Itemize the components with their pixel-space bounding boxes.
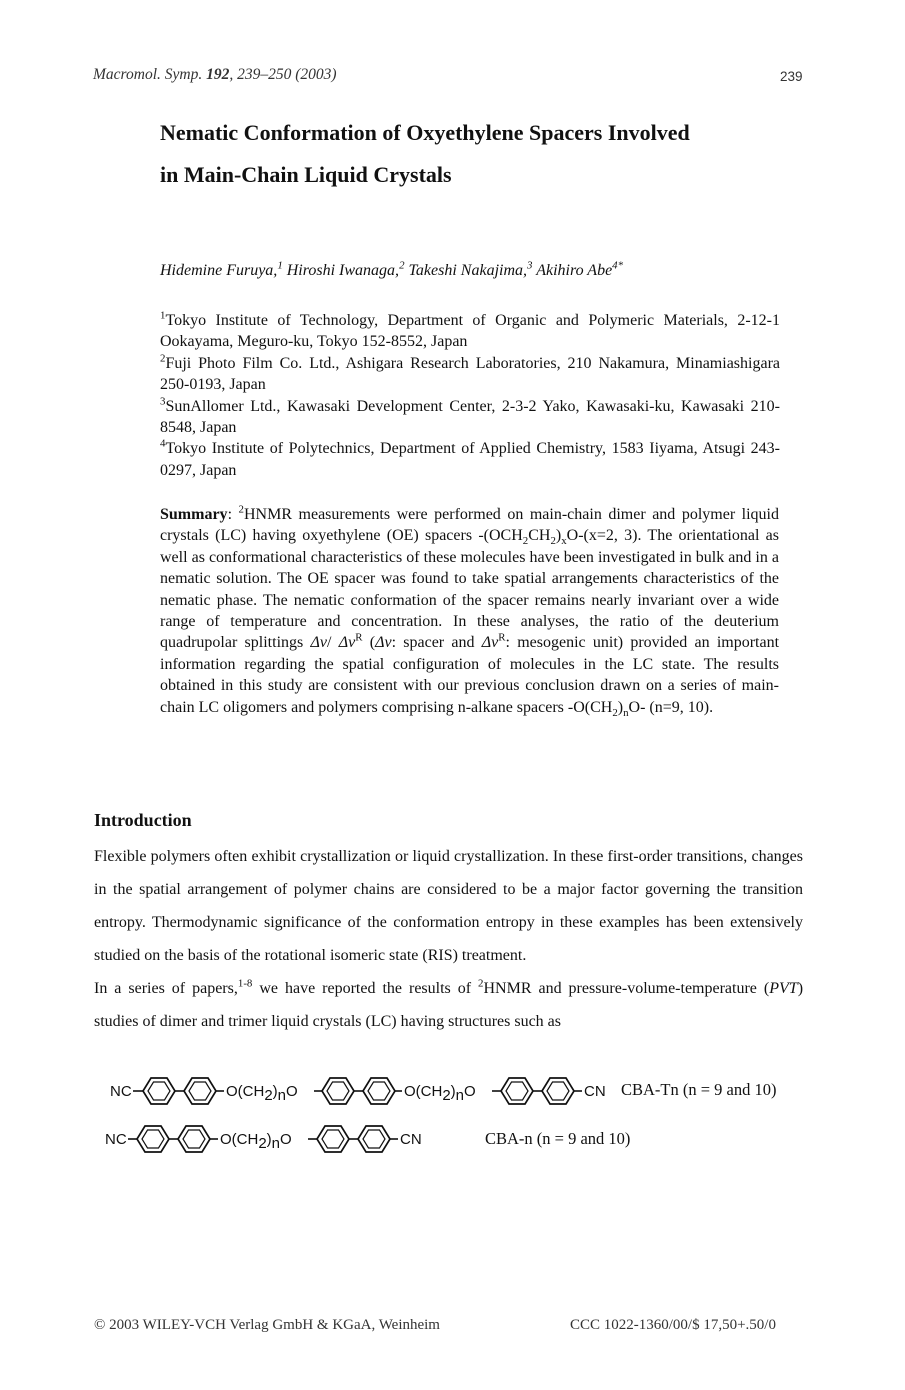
footer-copyright: © 2003 WILEY-VCH Verlag GmbH & KGaA, Weinheim xyxy=(94,1317,440,1333)
abstract-text: / xyxy=(327,634,339,652)
page-number: 239 xyxy=(780,69,803,84)
superscript: 2 xyxy=(478,977,484,990)
abstract-text: CH xyxy=(528,527,551,545)
abstract-text: ) xyxy=(617,698,624,716)
delta-nu-symbol: Δν xyxy=(481,634,499,652)
author-mark: 3 xyxy=(527,259,533,272)
journal-pages-year: , 239–250 (2003) xyxy=(229,66,337,83)
delta-nu-symbol: Δν xyxy=(375,634,392,652)
affiliation-mark: 1 xyxy=(160,309,166,322)
pvt-abbrev: PVT xyxy=(769,980,798,997)
structure-label-cba-n: CBA-n (n = 9 and 10) xyxy=(485,1129,631,1148)
affiliation-mark: 3 xyxy=(160,395,166,408)
benzene-ring-icon xyxy=(358,1126,390,1152)
author-name: Akihiro Abe xyxy=(536,262,613,279)
subscript: 2 xyxy=(522,535,529,548)
abstract-text: : spacer and xyxy=(391,634,482,652)
footer-ccc-code: CCC 1022-1360/00/$ 17,50+.50/0 xyxy=(570,1317,776,1333)
author-mark: 4* xyxy=(612,259,624,272)
paragraph-text: HNMR and pressure-volume-temperature ( xyxy=(483,980,770,997)
paper-title xyxy=(160,112,820,196)
cn-group: CN xyxy=(400,1131,422,1148)
benzene-ring-icon xyxy=(317,1126,349,1152)
benzene-ring-icon xyxy=(363,1078,395,1104)
section-heading-introduction: Introduction xyxy=(94,810,192,830)
paragraph-text: we have reported the results of xyxy=(252,980,479,997)
cn-group: CN xyxy=(584,1083,606,1100)
benzene-ring-icon xyxy=(143,1078,175,1104)
affiliation-item xyxy=(160,353,780,396)
oxy-spacer-group: O(CH2)nO xyxy=(404,1083,476,1104)
benzene-ring-icon xyxy=(178,1126,210,1152)
author-name: Takeshi Nakajima, xyxy=(408,262,528,279)
affiliation-mark: 4 xyxy=(160,438,166,451)
introduction-body xyxy=(94,840,803,1038)
delta-nu-symbol: Δν xyxy=(338,634,356,652)
citation-ref: 1-8 xyxy=(237,977,253,990)
author-name: Hiroshi Iwanaga, xyxy=(286,262,400,279)
affiliation-item xyxy=(160,396,780,439)
structure-cba-n xyxy=(105,1126,630,1152)
title-line-2: in Main-Chain Liquid Crystals xyxy=(160,162,452,187)
structure-label-cba-tn: CBA-Tn (n = 9 and 10) xyxy=(621,1080,777,1099)
nc-group: NC xyxy=(110,1083,132,1100)
superscript: R xyxy=(355,632,363,645)
affiliation-text: Tokyo Institute of Polytechnics, Department of Applied Chemistry, 1583 Iiyama, Atsugi 243-0297, Japan xyxy=(160,440,780,479)
abstract-text: HNMR measurements were performed on main-chain dimer and polymer liquid crystals (LC) having oxyethylene (OE) spacers -(OCH xyxy=(160,506,780,545)
oxy-spacer-group: O(CH2)nO xyxy=(226,1083,298,1104)
benzene-ring-icon xyxy=(137,1126,169,1152)
benzene-ring-icon xyxy=(501,1078,533,1104)
abstract-text: : mesogenic unit) provided an important information regarding the spatial configuration of molecules in the LC state. The results obtained in this study are consistent with our previous conclusion drawn on a series of main-chain LC oligomers and polymers comprising n-alkane spacers -O(CH xyxy=(160,634,780,716)
journal-citation xyxy=(93,66,337,84)
chemical-structures xyxy=(100,1066,820,1166)
affiliation-text: Fuji Photo Film Co. Ltd., Ashigara Research Laboratories, 210 Nakamura, Minamiashigara 250-0193, Japan xyxy=(160,354,780,394)
superscript: 2 xyxy=(238,503,244,516)
author-name: Hidemine Furuya, xyxy=(160,262,278,279)
abstract-text: O- (n=9, 10). xyxy=(628,698,714,716)
abstract-label: Summary xyxy=(160,506,228,523)
affiliations xyxy=(160,310,780,481)
abstract-text: O-(x=2, 3). The orientational as well as conformational characteristics of these molecules have been investigated in bulk and in a nematic solution. The OE spacer was found to take spatial arrangements characteristics of the nematic phase. The nematic conformation of the spacer remains nearly invariant over a wide range of temperature and concentration. In these analyses, the ratio of the deuterium quadrupolar splittings xyxy=(160,527,779,652)
author-mark: 1 xyxy=(277,259,283,272)
nc-group: NC xyxy=(105,1131,127,1148)
abstract-text: ) xyxy=(555,527,562,545)
affiliation-item xyxy=(160,438,780,481)
introduction-paragraph-2 xyxy=(94,972,803,1038)
subscript: x xyxy=(561,535,567,548)
benzene-ring-icon xyxy=(542,1078,574,1104)
subscript: 2 xyxy=(550,535,556,548)
affiliation-mark: 2 xyxy=(160,352,166,365)
subscript: n xyxy=(623,706,629,719)
benzene-ring-icon xyxy=(184,1078,216,1104)
structure-cba-tn xyxy=(110,1078,777,1104)
affiliation-text: Tokyo Institute of Technology, Department of Organic and Polymeric Materials, 2-12-1 Ookayama, Meguro-ku, Tokyo 152-8552, Japan xyxy=(160,312,780,351)
journal-name: Macromol. Symp. xyxy=(93,66,203,83)
benzene-ring-icon xyxy=(322,1078,354,1104)
affiliation-item xyxy=(160,310,780,353)
abstract-text: ( xyxy=(362,634,376,652)
superscript: R xyxy=(498,632,506,645)
author-mark: 2 xyxy=(399,259,405,272)
subscript: 2 xyxy=(612,706,618,719)
affiliation-text: SunAllomer Ltd., Kawasaki Development Center, 2-3-2 Yako, Kawasaki-ku, Kawasaki 210-8548, Japan xyxy=(160,397,780,437)
paragraph-text: In a series of papers, xyxy=(94,980,238,997)
author-list xyxy=(160,259,624,280)
title-line-1: Nematic Conformation of Oxyethylene Spacers Involved xyxy=(160,120,690,145)
journal-volume: 192 xyxy=(206,66,230,83)
abstract xyxy=(160,504,779,718)
delta-nu-symbol: Δν xyxy=(310,634,327,652)
introduction-paragraph-1: Flexible polymers often exhibit crystallization or liquid crystallization. In these first-order transitions, changes in the spatial arrangement of polymer chains are considered to be a major factor governing the transition entropy. Thermodynamic significance of the conformation entropy in these examples has been extensively studied on the basis of the rotational isomeric state (RIS) treatment. xyxy=(94,848,803,964)
abstract-colon: : xyxy=(227,506,239,523)
paragraph-text: ) studies of dimer and trimer liquid crystals (LC) having structures such as xyxy=(94,980,804,1030)
oxy-spacer-group: O(CH2)nO xyxy=(220,1131,292,1152)
